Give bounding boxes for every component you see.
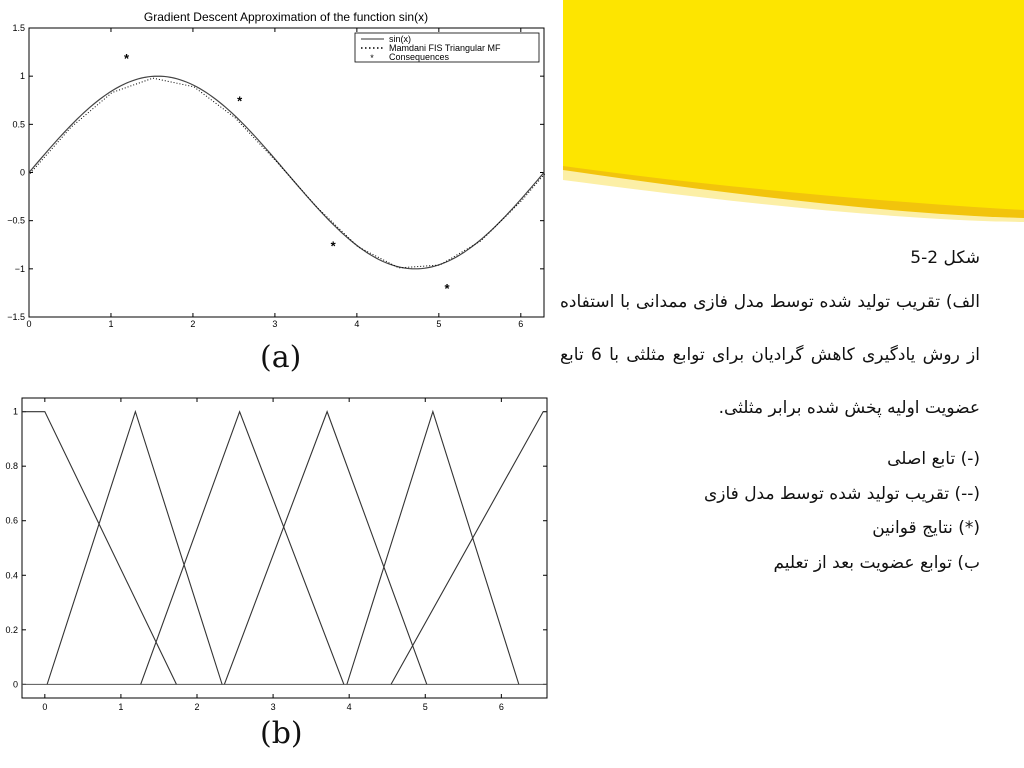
- chart-a-caption: (a): [260, 340, 302, 375]
- y-tick-label: 0: [19, 167, 25, 178]
- part-b-label: ب) توابع عضویت بعد از تعلیم: [773, 552, 980, 573]
- chart-b-series: [14, 412, 554, 685]
- x-tick-label: 2: [190, 319, 196, 329]
- figure-number-label: شکل 2-5: [910, 248, 980, 268]
- y-tick-label: 1: [12, 406, 18, 417]
- y-tick-label: 0.8: [5, 461, 18, 472]
- membership-function-1: [14, 412, 176, 685]
- chart-b: [0, 380, 560, 720]
- chart-b-caption: (b): [260, 716, 303, 751]
- chart-a: [0, 0, 560, 340]
- x-tick-label: 4: [346, 702, 352, 712]
- legend-desc-star: (*) نتایج قوانین: [872, 518, 980, 539]
- description-paragraph: الف) تقریب تولید شده توسط مدل فازی ممدانی با استفاده از روش یادگیری کاهش گرادیان برای توابع مثلثی با 6 تابع عضویت اولیه پخش شده برابر مثلثی.: [560, 292, 980, 419]
- legend-desc-solid: (-) تابع اصلی: [887, 449, 980, 470]
- y-tick-label: 1: [19, 71, 25, 82]
- legend-entry-mamdani: Mamdani FIS Triangular MF: [389, 43, 501, 53]
- figure-description: [560, 248, 980, 573]
- x-tick-label: 3: [270, 702, 276, 712]
- chart-a-title: Gradient Descent Approximation of the function sin(x): [143, 10, 429, 24]
- x-tick-label: 6: [498, 702, 504, 712]
- x-tick-label: 4: [354, 319, 360, 329]
- y-tick-label: 1.5: [12, 23, 25, 33]
- x-tick-label: 0: [42, 702, 48, 712]
- y-tick-label: −0.5: [7, 215, 25, 226]
- x-tick-label: 1: [118, 702, 124, 712]
- chart-a-y-axis: [7, 23, 544, 322]
- membership-function-6: [391, 412, 555, 685]
- membership-function-5: [347, 412, 519, 685]
- chart-a-series: [29, 51, 545, 296]
- x-tick-label: 5: [422, 702, 428, 712]
- x-tick-label: 1: [108, 319, 114, 329]
- legend-entry-sin: sin(x): [389, 34, 411, 44]
- consequence-point: *: [237, 93, 243, 109]
- x-tick-label: 0: [26, 319, 32, 329]
- legend-star-marker: *: [370, 53, 374, 63]
- y-tick-label: 0.5: [12, 119, 25, 130]
- consequence-point: *: [330, 238, 336, 254]
- consequence-point: *: [444, 281, 450, 297]
- membership-function-3: [141, 412, 344, 685]
- y-tick-label: 0.6: [5, 515, 18, 526]
- chart-a-legend: [355, 33, 539, 63]
- y-tick-label: −1.5: [7, 312, 25, 322]
- x-tick-label: 3: [272, 319, 278, 329]
- legend-desc-dashed: (--) تقریب تولید شده توسط مدل فازی: [703, 483, 980, 504]
- x-tick-label: 6: [518, 319, 524, 329]
- y-tick-label: 0.2: [5, 624, 18, 635]
- y-tick-label: 0: [12, 679, 18, 690]
- consequence-point: *: [124, 50, 130, 66]
- chart-b-plot-frame: [22, 398, 547, 698]
- legend-entry-consequences: Consequences: [389, 52, 450, 62]
- y-tick-label: 0.4: [5, 570, 18, 581]
- x-tick-label: 5: [436, 319, 442, 329]
- y-tick-label: −1: [14, 263, 25, 274]
- x-tick-label: 2: [194, 702, 200, 712]
- membership-function-2: [47, 412, 222, 685]
